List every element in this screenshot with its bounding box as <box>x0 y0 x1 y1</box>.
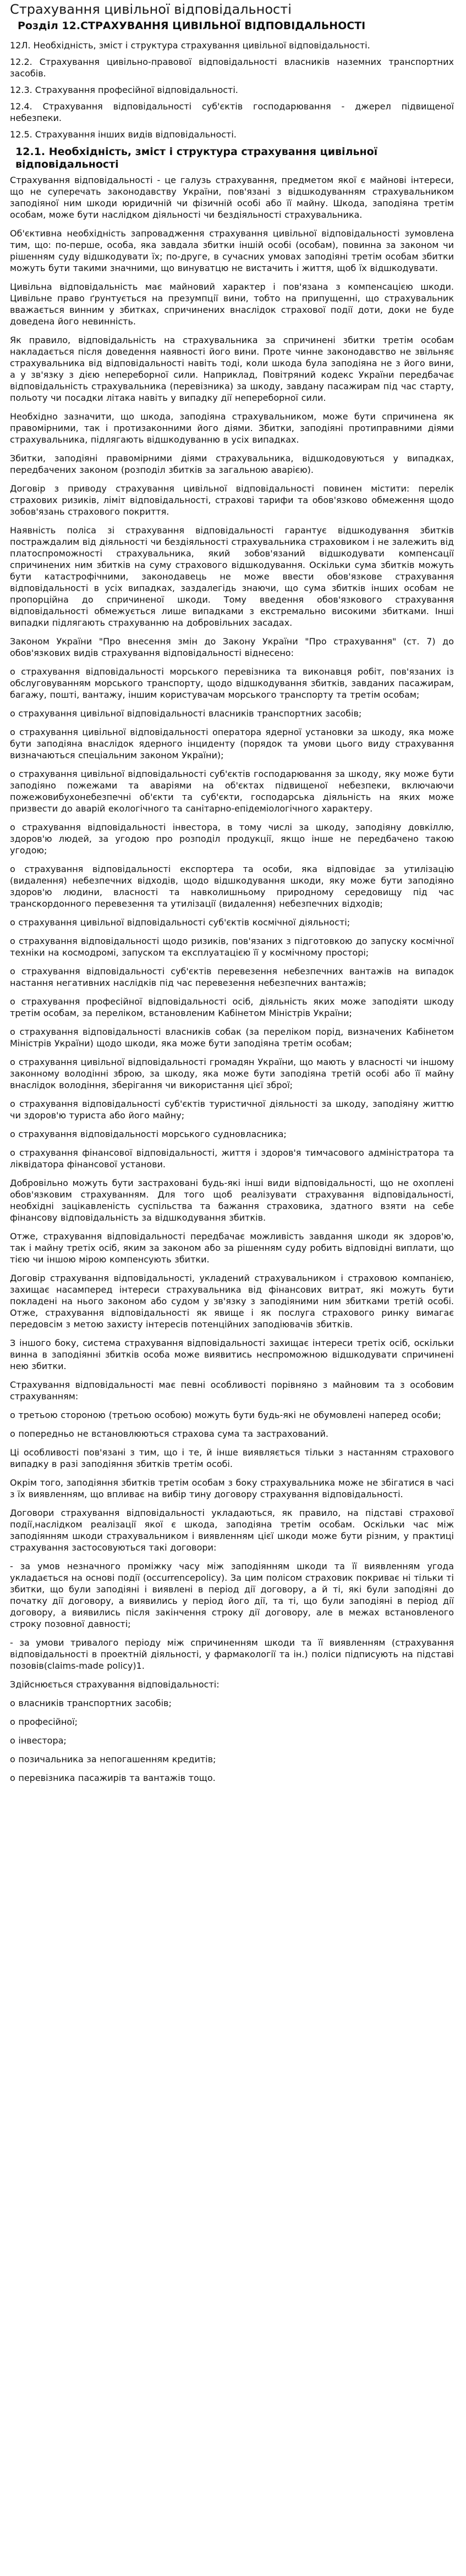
body-paragraph: о позичальника за непогашенням кредитів; <box>10 1754 216 1764</box>
body-paragraph: о перевізника пасажирів та вантажів тощо. <box>10 1773 216 1783</box>
body-paragraph: Цивільна відповідальність має майновий характер і пов'язана з компенсацією шкоди. Цивільне право ґрунтується на презумпції вини, тобто на припущенні, що страхувальник вважається винним у збитках, спричинених внаслідок страхової події доти, доки не буде доведена його невинність. <box>10 282 454 327</box>
body-paragraph: Отже, страхування відповідальності передбачає можливість завдання шкоди як здоров'ю, так і майну третіх осіб, яким за законом або за рішенням суду робить відповідні виплати, що тією чи іншою мірою компенсують збитки. <box>10 1231 454 1265</box>
body-paragraph: Страхування відповідальності має певні особливості порівняно з майновим та з особовим страхуванням: <box>10 1380 454 1402</box>
body-paragraph: о власників транспортних засобів; <box>10 1698 172 1708</box>
body-paragraph: о страхування професійної відповідальності осіб, діяльність яких може заподіяти шкоду третім особам, за переліком, встановленим Кабінетом Міністрів України; <box>10 996 454 1018</box>
body-paragraph: Здійснюється страхування відповідальності: <box>10 1679 220 1690</box>
body-paragraph: о страхування відповідальності суб'єктів перевезення небезпечних вантажів на випадок настання негативних наслідків під час перевезення небезпечних вантажів; <box>10 966 454 988</box>
body-paragraph: о страхування цивільної відповідальності оператора ядерної установки за шкоду, яка може бути заподіяна внаслідок ядерного інциденту (порядок та умови цього виду страхування визначаються спеціальним законом України); <box>10 727 454 760</box>
body-paragraph: Об'єктивна необхідність запровадження страхування цивільної відповідальності зумовлена тим, що: по-перше, особа, яка завдала збитки іншій особі (особам), повинна за законом чи рішенням суду відшкодувати їх; по-друге, в сучасних умовах заподіяні третім особам збитки можуть бути такими значними, що винуватцю не вистачить і життя, щоб їх відшкодувати. <box>10 228 454 273</box>
body-paragraph: - за умов незначного проміжку часу між заподіянням шкоди та її виявленням угода укладається на основі події (occurrencepolicy). За цим полісом страховик покриває ні тільки ті збитки, що були заподіяні і виявлені в період дії договору, а й ті, які були заподіяні до початку дії договору, а виявились у період його дії, та ті, що були заподіяні в період дії договору, а виявились після закінчення строку дії договору, але в межах встановленого строку позовної давності; <box>10 1561 454 1629</box>
body-paragraph: о страхування відповідальності власників собак (за переліком порід, визначених Кабінетом Міністрів України) щодо шкоди, яка може бути заподіяна третім особам; <box>10 1027 454 1049</box>
toc-item: 12.4. Страхування відповідальності суб'єктів господарювання - джерел підвищеної небезпеки. <box>10 101 454 123</box>
body-paragraph: Наявність поліса зі страхування відповідальності гарантує відшкодування збитків постраждалим від діяльності чи бездіяльності страхувальника страховиком і не залежить від платоспроможності страхувальника, який зобов'язаний відшкодувати компенсації спричинених ним збитків на суму страхового відшкодування. Оскільки сума збитків можуть бути катастрофічними, законодавець не може ввести обов'язкове страхування відповідальності в усіх випадках, заздалегідь знаючи, що сума збитків інших особам не пропорційна до спричиненої шкоди. Тому введення обов'язкового страхування відповідальності обмежується лише випадками з екстремально високими збитками. Інші випадки підлягають страхуванню на добровільних засадах. <box>10 525 454 628</box>
body-paragraph: Договір з приводу страхування цивільної відповідальності повинен містити: перелік страхових ризиків, ліміт відповідальності, страхові тарифи та обов'язково обмеження щодо зобов'язань страхового покриття. <box>10 483 454 517</box>
body-paragraph: - за умови тривалого періоду між спричиненням шкоди та її виявленням (страхування відповідальності в проектній діяльності, у фармакології та ін.) поліси підписують на підставі позовів(claims-made policy)1. <box>10 1637 454 1671</box>
section-body <box>10 174 454 1784</box>
body-paragraph: Збитки, заподіяні правомірними діями страхувальника, відшкодовуються у випадках, передбачених законом (розподіл збитків за загальною аварією). <box>10 453 454 475</box>
body-paragraph: Як правило, відповідальність на страхувальника за спричинені збитки третім особам накладається після доведення наявності його вини. Проте чинне законодавство не звільняє страхувальника від відповідальності навіть тоді, коли шкода була заподіяна не з його вини, а у зв'язку з дією непереборної сили. Наприклад, Повітряний кодекс України передбачає відповідальність страхувальника (перевізника) за шкоду, завдану пасажирам під час старту, польоту чи посадки літака навіть у випадку дії непереборної сили. <box>10 335 454 403</box>
body-paragraph: о професійної; <box>10 1717 78 1727</box>
body-paragraph: о страхування відповідальності суб'єктів туристичної діяльності за шкоду, заподіяну життю чи здоров'ю туриста або його майну; <box>10 1099 454 1121</box>
page-header: Страхування цивільної відповідальності <box>10 2 292 17</box>
body-paragraph: Добровільно можуть бути застраховані будь-які інші види відповідальності, що не охоплені обов'язковим страхуванням. Для того щоб реалізувати страхування відповідальності, необхідні зацікавленість суспільства та бажання страховика, здатного взяти на себе фінансову відповідальність за відшкодування збитків. <box>10 1178 454 1223</box>
body-paragraph: Законом України "Про внесення змін до Закону України "Про страхування" (ст. 7) до обов'язкових видів страхування відповідальності віднесено: <box>10 636 454 658</box>
body-paragraph: о третьою стороною (третьою особою) можуть бути будь-які не обумовлені наперед особи; <box>10 1410 441 1420</box>
section-title: 12.1. Необхідність, зміст і структура страхування цивільної відповідальності <box>15 146 378 170</box>
body-paragraph: Необхідно зазначити, що шкода, заподіяна страхувальником, може бути спричинена як правомірними, так і протизаконними його діями. Збитки, заподіяні протиправними діями страхувальника, підлягають відшкодуванню в усіх випадках. <box>10 411 454 445</box>
body-paragraph: Страхування відповідальності - це галузь страхування, предметом якої є майнові інтереси, що не суперечать законодавству України, пов'язані з відшкодуванням страхувальником заподіяної ним шкоди юридичній чи фізичній особі або її майну. Шкода, заподіяна третім особам, може бути наслідком діяльності чи бездіяльності страхувальника. <box>10 175 454 220</box>
body-paragraph: о страхування цивільної відповідальності суб'єктів господарювання за шкоду, яку може бути заподіяно пожежами та аваріями на об'єктах підвищеної небезпеки, включаючи пожежовибухонебезпечні об'єкти та суб'єкти, господарська діяльність на яких може призвести до аварій екологічного та санітарно-епідеміологічного характеру. <box>10 769 454 814</box>
body-paragraph: о страхування відповідальності щодо ризиків, пов'язаних з підготовкою до запуску космічної техніки на космодромі, запуском та експлуатацією її у космічному просторі; <box>10 936 454 958</box>
toc-item: 12.2. Страхування цивільно-правової відповідальності власників наземних транспортних засобів. <box>10 57 454 79</box>
body-paragraph: о страхування відповідальності експортера та особи, яка відповідає за утилізацію (видалення) небезпечних відходів, щодо відшкодування шкоди, яку може бути заподіяно здоров'ю людини, власності та навколишньому природному середовищу під час транскордонного перевезення та утилізації (видалення) небезпечних відходів; <box>10 864 454 909</box>
body-paragraph: о страхування цивільної відповідальності власників транспортних засобів; <box>10 708 362 719</box>
body-paragraph: о страхування цивільної відповідальності громадян України, що мають у власності чи іншому законному володінні зброю, за шкоду, яка може бути заподіяна третій особі або її майну внаслідок володіння, зберігання чи використання цієї зброї; <box>10 1057 454 1090</box>
chapter-title: Розділ 12.СТРАХУВАННЯ ЦИВІЛЬНОЇ ВІДПОВІДАЛЬНОСТІ <box>18 20 366 32</box>
body-paragraph: Договори страхування відповідальності укладаються, як правило, на підставі страхової події,наслідком реалізації якої є шкода, заподіяна третім особам. Оскільки час між заподіянням шкоди страхувальником і виявленням цієї шкоди може бути різним, у практиці страхування застосовуються такі договори: <box>10 1508 454 1553</box>
body-paragraph: З іншого боку, система страхування відповідальності захищає інтереси третіх осіб, оскільки винна в заподіянні збитків особа може виявитись неспроможною відшкодувати спричинені нею збитки. <box>10 1338 454 1371</box>
body-paragraph: Окрім того, заподіяння збитків третім особам з боку страхувальника може не збігатися в часі з їх виявленням, що впливає на вибір тину договору страхування відповідальності. <box>10 1477 454 1499</box>
toc-item: 12Л. Необхідність, зміст і структура страхування цивільної відповідальності. <box>10 40 370 51</box>
body-paragraph: о страхування відповідальності морського перевізника та виконавця робіт, пов'язаних із обслуговуванням морського транспорту, щодо відшкодування збитків, завданих пасажирам, багажу, пошті, вантажу, іншим користувачам морського транспорту та третім особам; <box>10 666 454 700</box>
chapter-contents <box>10 40 454 140</box>
body-paragraph: Договір страхування відповідальності, укладений страхувальником і страховою компанією, захищає насамперед інтереси страхувальника від фінансових витрат, які можуть бути покладені на нього законом або судом у зв'язку з заподіяними ним збитками третій особі. Отже, страхування відповідальності як явище і як послуга страхового ринку вимагає передовсім з метою захисту інтересів потенційних заподіювачів збитків. <box>10 1273 454 1330</box>
body-paragraph: о страхування цивільної відповідальності суб'єктів космічної діяльності; <box>10 917 350 928</box>
toc-item: 12.5. Страхування інших видів відповідальності. <box>10 129 237 140</box>
body-paragraph: о інвестора; <box>10 1735 67 1746</box>
toc-item: 12.3. Страхування професійної відповідальності. <box>10 85 238 95</box>
body-paragraph: о попередньо не встановлюються страхова сума та застрахований. <box>10 1428 328 1439</box>
body-paragraph: о страхування відповідальності морського судновласника; <box>10 1129 287 1139</box>
body-paragraph: Ці особливості пов'язані з тим, що і те, й інше виявляється тільки з настанням страхового випадку в разі заподіяння збитків третім особі. <box>10 1447 454 1469</box>
body-paragraph: о страхування відповідальності інвестора, в тому числі за шкоду, заподіяну довкіллю, здоров'ю людей, за угодою про розподіл продукції, якщо інше не передбачено такою угодою; <box>10 822 454 856</box>
body-paragraph: о страхування фінансової відповідальності, життя і здоров'я тимчасового адміністратора та ліквідатора фінансової установи. <box>10 1148 454 1170</box>
